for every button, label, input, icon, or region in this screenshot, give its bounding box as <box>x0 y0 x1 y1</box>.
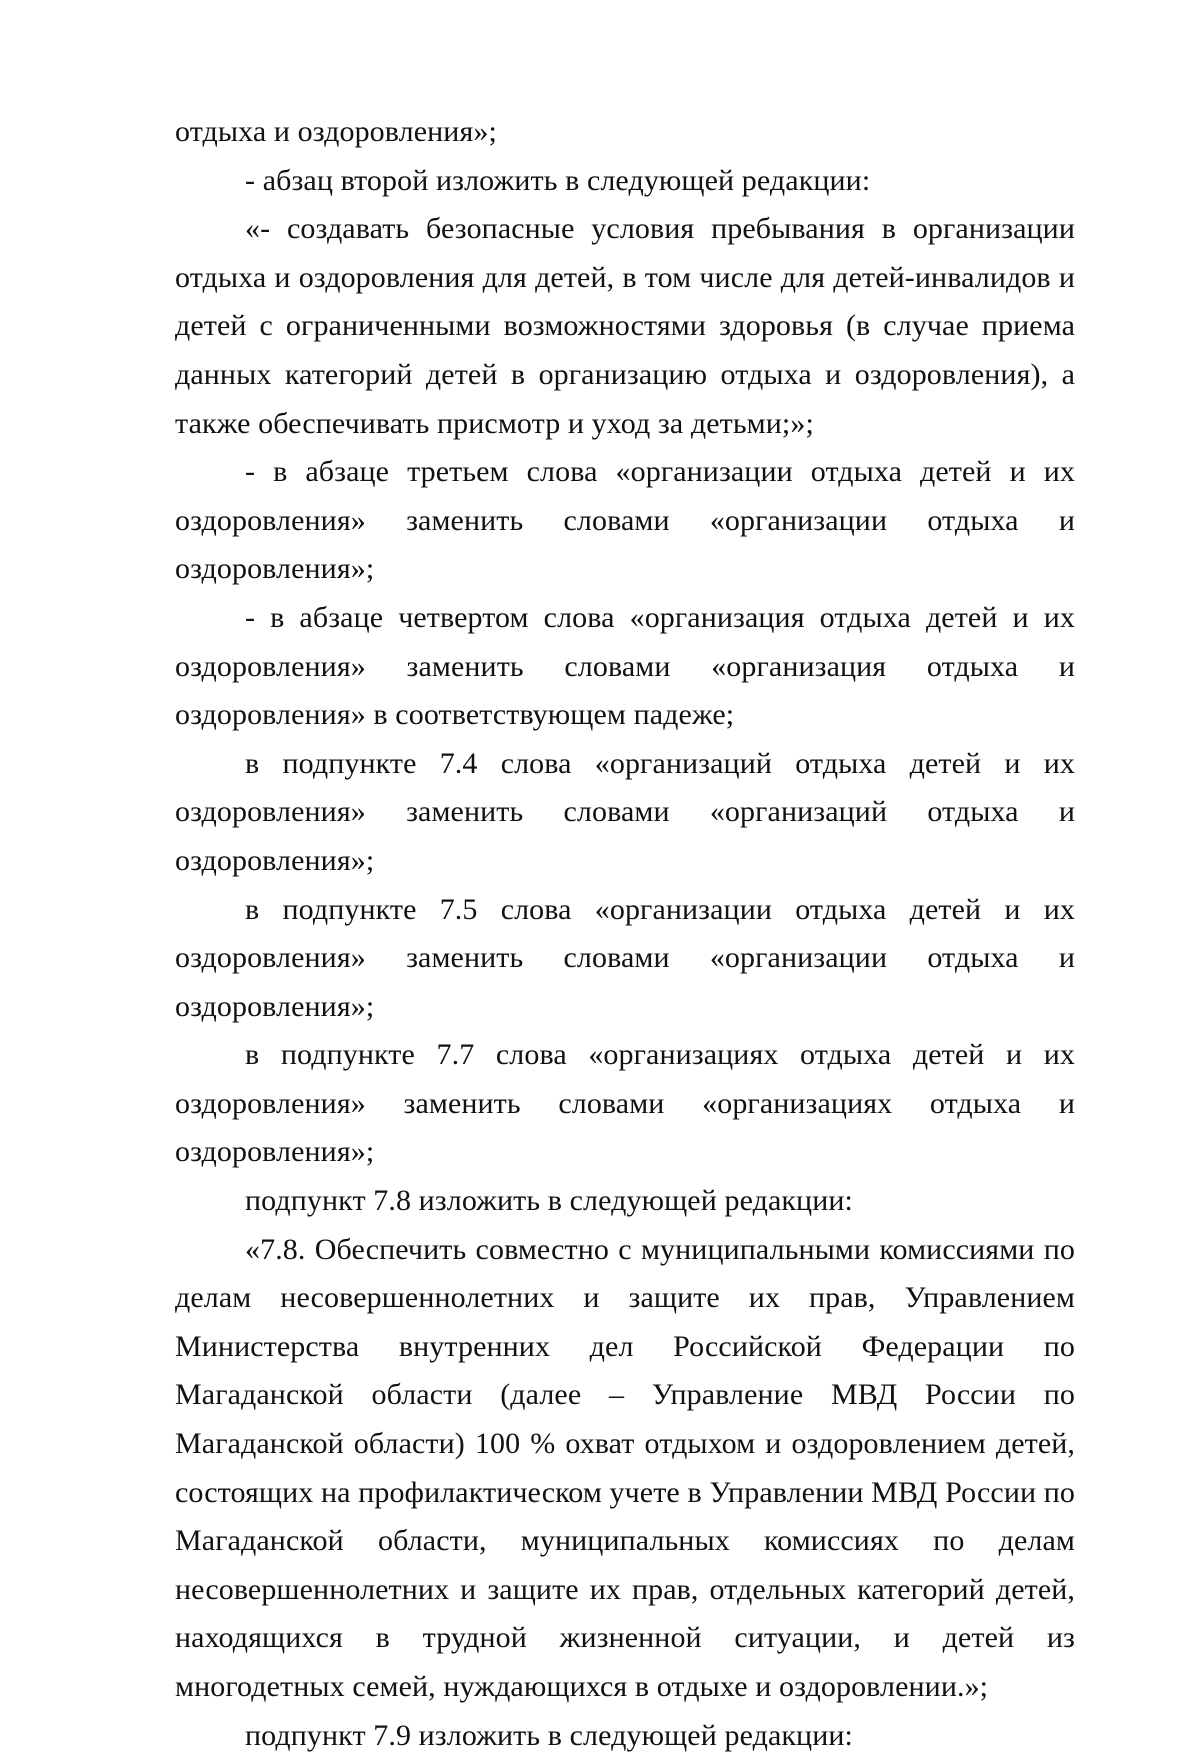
paragraph: в подпункте 7.5 слова «организации отдыха детей и их оздоровления» заменить словами «организации отдыха и оздоровления»; <box>175 892 1075 1023</box>
document-body <box>175 108 1075 1760</box>
paragraph: «7.8. Обеспечить совместно с муниципальными комиссиями по делам несовершеннолетних и защите их прав, Управлением Министерства внутренних дел Российской Федерации по Магаданской области (далее – Управление МВД России по Магаданской области) 100 % охват отдыхом и оздоровлением детей, состоящих на профилактическом учете в Управлении МВД России по Магаданской области, муниципальных комиссиях по делам несовершеннолетних и защите их прав, отдельных категорий детей, находящихся в трудной жизненной ситуации, и детей из многодетных семей, нуждающихся в отдыхе и оздоровлении.»; <box>175 1232 1075 1703</box>
paragraph: подпункт 7.9 изложить в следующей редакции: <box>245 1718 853 1752</box>
paragraph: отдыха и оздоровления»; <box>175 115 497 148</box>
paragraph: - абзац второй изложить в следующей редакции: <box>245 163 871 197</box>
paragraph: в подпункте 7.4 слова «организаций отдыха детей и их оздоровления» заменить словами «организаций отдыха и оздоровления»; <box>175 746 1075 877</box>
paragraph: - в абзаце четвертом слова «организация отдыха детей и их оздоровления» заменить словами «организация отдыха и оздоровления» в соответствующем падеже; <box>175 600 1075 732</box>
paragraph: - в абзаце третьем слова «организации отдыха детей и их оздоровления» заменить словами «организации отдыха и оздоровления»; <box>175 455 1075 586</box>
paragraph: подпункт 7.8 изложить в следующей редакции: <box>245 1184 853 1218</box>
paragraph: «- создавать безопасные условия пребывания в организации отдыха и оздоровления для детей, в том числе для детей-инвалидов и детей с ограниченными возможностями здоровья (в случае приема данных категорий детей в организацию отдыха и оздоровления), а также обеспечивать присмотр и уход за детьми;»; <box>175 212 1075 440</box>
paragraph: в подпункте 7.7 слова «организациях отдыха детей и их оздоровления» заменить словами «организациях отдыха и оздоровления»; <box>175 1038 1075 1169</box>
